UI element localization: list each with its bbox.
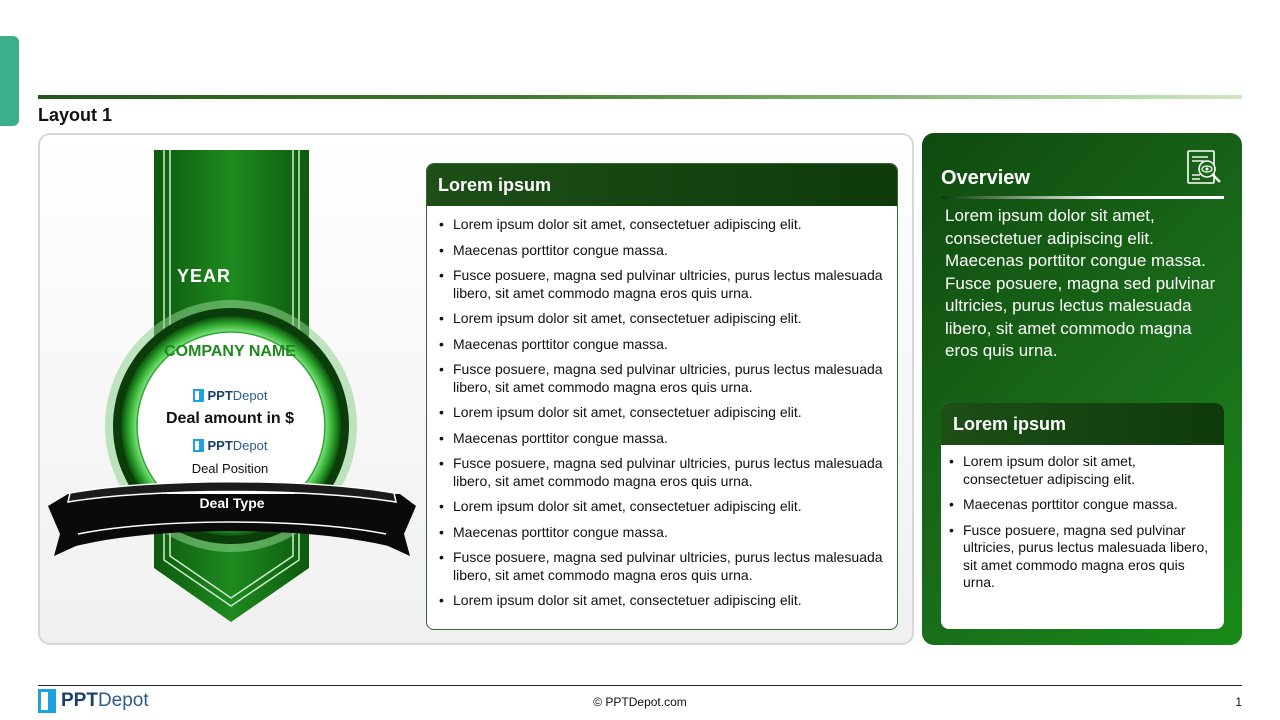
list-item: • Lorem ipsum dolor sit amet, consectetuer adipiscing elit.	[439, 498, 885, 516]
list-item: • Fusce posuere, magna sed pulvinar ultricies, purus lectus malesuada libero, sit amet commodo magna eros quis urna.	[439, 549, 885, 584]
footer-logo	[38, 689, 149, 713]
main-card-title: Lorem ipsum	[427, 164, 897, 206]
award-badge	[44, 148, 420, 624]
overview-card-title: Lorem ipsum	[941, 403, 1224, 445]
overview-list-card	[941, 403, 1224, 629]
list-item: • Maecenas porttitor congue massa.	[439, 524, 885, 542]
list-item: • Fusce posuere, magna sed pulvinar ultricies, purus lectus malesuada libero, sit amet commodo magna eros quis urna.	[439, 361, 885, 396]
company-name: COMPANY NAME	[164, 343, 296, 360]
list-item: • Maecenas porttitor congue massa.	[439, 242, 885, 260]
logo-bold-text: PPT	[207, 387, 233, 403]
page-title: Layout 1	[38, 105, 113, 125]
copyright: © PPTDepot.com	[593, 695, 687, 709]
footer-logo-bold: PPT	[61, 690, 98, 711]
list-item: • Fusce posuere, magna sed pulvinar ultricies, purus lectus malesuada libero, sit amet commodo magna eros quis urna.	[949, 522, 1214, 592]
deal-type: Deal Type	[199, 495, 265, 511]
pptdepot-logo-icon	[193, 389, 204, 402]
list-item: • Fusce posuere, magna sed pulvinar ultricies, purus lectus malesuada libero, sit amet commodo magna eros quis urna.	[439, 267, 885, 302]
main-bullet-list	[427, 206, 897, 610]
badge-logo-bottom	[180, 436, 280, 454]
badge-logo-top	[180, 386, 280, 404]
overview-title: Overview	[941, 167, 1030, 189]
main-list-card	[426, 163, 898, 630]
year-label: YEAR	[176, 266, 231, 286]
pptdepot-logo-icon	[193, 439, 204, 452]
list-item: • Lorem ipsum dolor sit amet, consectetuer adipiscing elit.	[949, 453, 1214, 488]
logo-rest-text: Depot	[232, 437, 268, 453]
list-item: • Lorem ipsum dolor sit amet, consectetuer adipiscing elit.	[439, 592, 885, 610]
document-search-icon	[1186, 149, 1224, 187]
side-tab	[0, 36, 19, 126]
logo-bold-text: PPT	[207, 437, 233, 453]
overview-panel	[922, 133, 1242, 645]
footer-logo-rest: Depot	[97, 690, 149, 711]
logo-rest-text: Depot	[232, 387, 268, 403]
page-number: 1	[1235, 695, 1242, 709]
list-item: • Lorem ipsum dolor sit amet, consectetuer adipiscing elit.	[439, 216, 885, 234]
overview-bullet-list	[941, 445, 1224, 592]
list-item: • Maecenas porttitor congue massa.	[439, 430, 885, 448]
list-item: • Fusce posuere, magna sed pulvinar ultricies, purus lectus malesuada libero, sit amet commodo magna eros quis urna.	[439, 455, 885, 490]
title-rule	[38, 95, 1242, 99]
list-item: • Maecenas porttitor congue massa.	[949, 496, 1214, 514]
deal-position: Deal Position	[191, 461, 269, 476]
list-item: • Maecenas porttitor congue massa.	[439, 336, 885, 354]
list-item: • Lorem ipsum dolor sit amet, consectetuer adipiscing elit.	[439, 404, 885, 422]
overview-text: Lorem ipsum dolor sit amet, consectetuer adipiscing elit. Maecenas porttitor congue massa. Fusce posuere, magna sed pulvinar ultricies, purus lectus malesuada libero, sit amet commodo magna eros quis urna.	[945, 206, 1216, 360]
deal-amount: Deal amount in $	[165, 410, 295, 427]
pptdepot-logo-icon	[38, 689, 56, 713]
footer-rule	[38, 685, 1242, 686]
list-item: • Lorem ipsum dolor sit amet, consectetuer adipiscing elit.	[439, 310, 885, 328]
overview-rule	[941, 196, 1224, 199]
